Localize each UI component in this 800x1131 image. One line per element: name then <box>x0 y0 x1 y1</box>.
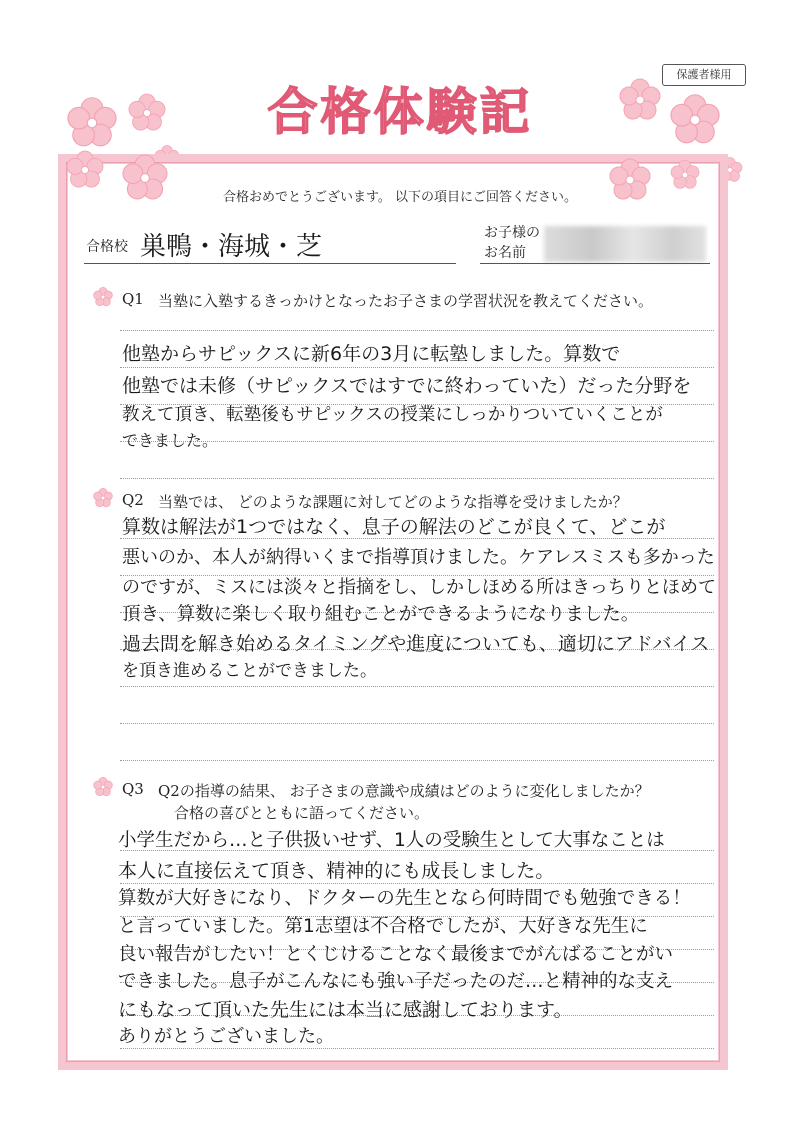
rule <box>120 330 714 331</box>
q2-answer-line: 算数は解法が1つではなく、息子の解法のどこが良くて、どこが <box>122 516 666 538</box>
q3-answer-line: 良い報告がしたい！とくじけることなく最後までがんばることがい <box>118 944 674 965</box>
child-name-label-2: お名前 <box>484 245 526 261</box>
q2-answer-line: 頂き、算数に楽しく取り組むことができるようになりました。 <box>122 604 640 625</box>
rule <box>120 1048 714 1049</box>
q1-answer-line: 他塾からサピックスに新6年の3月に転塾しました。算数で <box>122 343 621 365</box>
q2-number: Q2 <box>122 491 144 509</box>
child-name-label-1: お子様の <box>484 225 540 241</box>
page-title: 合格体験記 <box>267 83 533 141</box>
q2-answer-line: 悪いのか、本人が納得いくまで指導頂けました。ケアレスミスも多かった <box>122 547 715 568</box>
child-name-underline <box>480 263 710 264</box>
sakura-bullet-icon <box>92 487 114 509</box>
q3-answer-line: 小学生だから…と子供扱いせず、1人の受験生として大事なことは <box>118 830 665 851</box>
q3-answer-line: 算数が大好きになり、ドクターの先生となら何時間でも勉強できる！ <box>118 888 691 909</box>
q3-answer-line: にもなって頂いた先生には本当に感謝しております。 <box>118 999 573 1021</box>
q2-answer-line: 過去問を解き始めるタイミングや進度についても、適切にアドバイス <box>122 633 710 655</box>
q3-answer-line: ありがとうございました。 <box>118 1026 334 1047</box>
q3-answer-line: 本人に直接伝えて頂き、精神的にも成長しました。 <box>118 860 555 882</box>
q3-number: Q3 <box>122 780 144 798</box>
school-underline <box>84 263 456 264</box>
sakura-bullet-icon <box>92 776 114 798</box>
audience-tag: 保護者様用 <box>662 64 746 86</box>
q1-number: Q1 <box>122 290 144 308</box>
rule <box>120 760 714 761</box>
q3-answer-line: できました。息子がこんなにも強い子だったのだ…と精神的な支え <box>118 971 674 992</box>
q3-answer-line: と言っていました。第1志望は不合格でしたが、大好きな先生に <box>118 916 648 937</box>
q3-question-line-1: Q2の指導の結果、 お子さまの意識や成績はどのように変化しましたか？ <box>158 782 650 800</box>
rule <box>120 686 714 687</box>
q1-answer-line: 他塾では未修（サピックスではすでに終わっていた）だった分野を <box>122 375 692 397</box>
rule <box>120 478 714 479</box>
q2-question: 当塾では、 どのような課題に対してどのような指導を受けましたか？ <box>158 493 628 511</box>
q2-answer-line: のですが、ミスには淡々と指摘をし、しかしほめる所はきっちりとほめて <box>122 577 716 598</box>
q1-answer-line: 教えて頂き、転塾後もサピックスの授業にしっかりついていくことが <box>122 405 663 425</box>
q2-answer-line: を頂き進めることができました。 <box>122 661 377 681</box>
rule <box>120 723 714 724</box>
intro-text: 合格おめでとうございます。 以下の項目にご回答ください。 <box>222 190 578 205</box>
school-label: 合格校 <box>86 239 128 255</box>
q1-question: 当塾に入塾するきっかけとなったお子さまの学習状況を教えてください。 <box>158 292 654 310</box>
sakura-bullet-icon <box>92 286 114 308</box>
q3-question-line-2: 合格の喜びとともに語ってください。 <box>174 804 430 822</box>
rule <box>120 367 714 368</box>
q1-answer-line: できました。 <box>122 431 219 450</box>
child-name-redacted <box>544 226 706 262</box>
school-value: 巣鴨・海城・芝 <box>140 232 323 262</box>
